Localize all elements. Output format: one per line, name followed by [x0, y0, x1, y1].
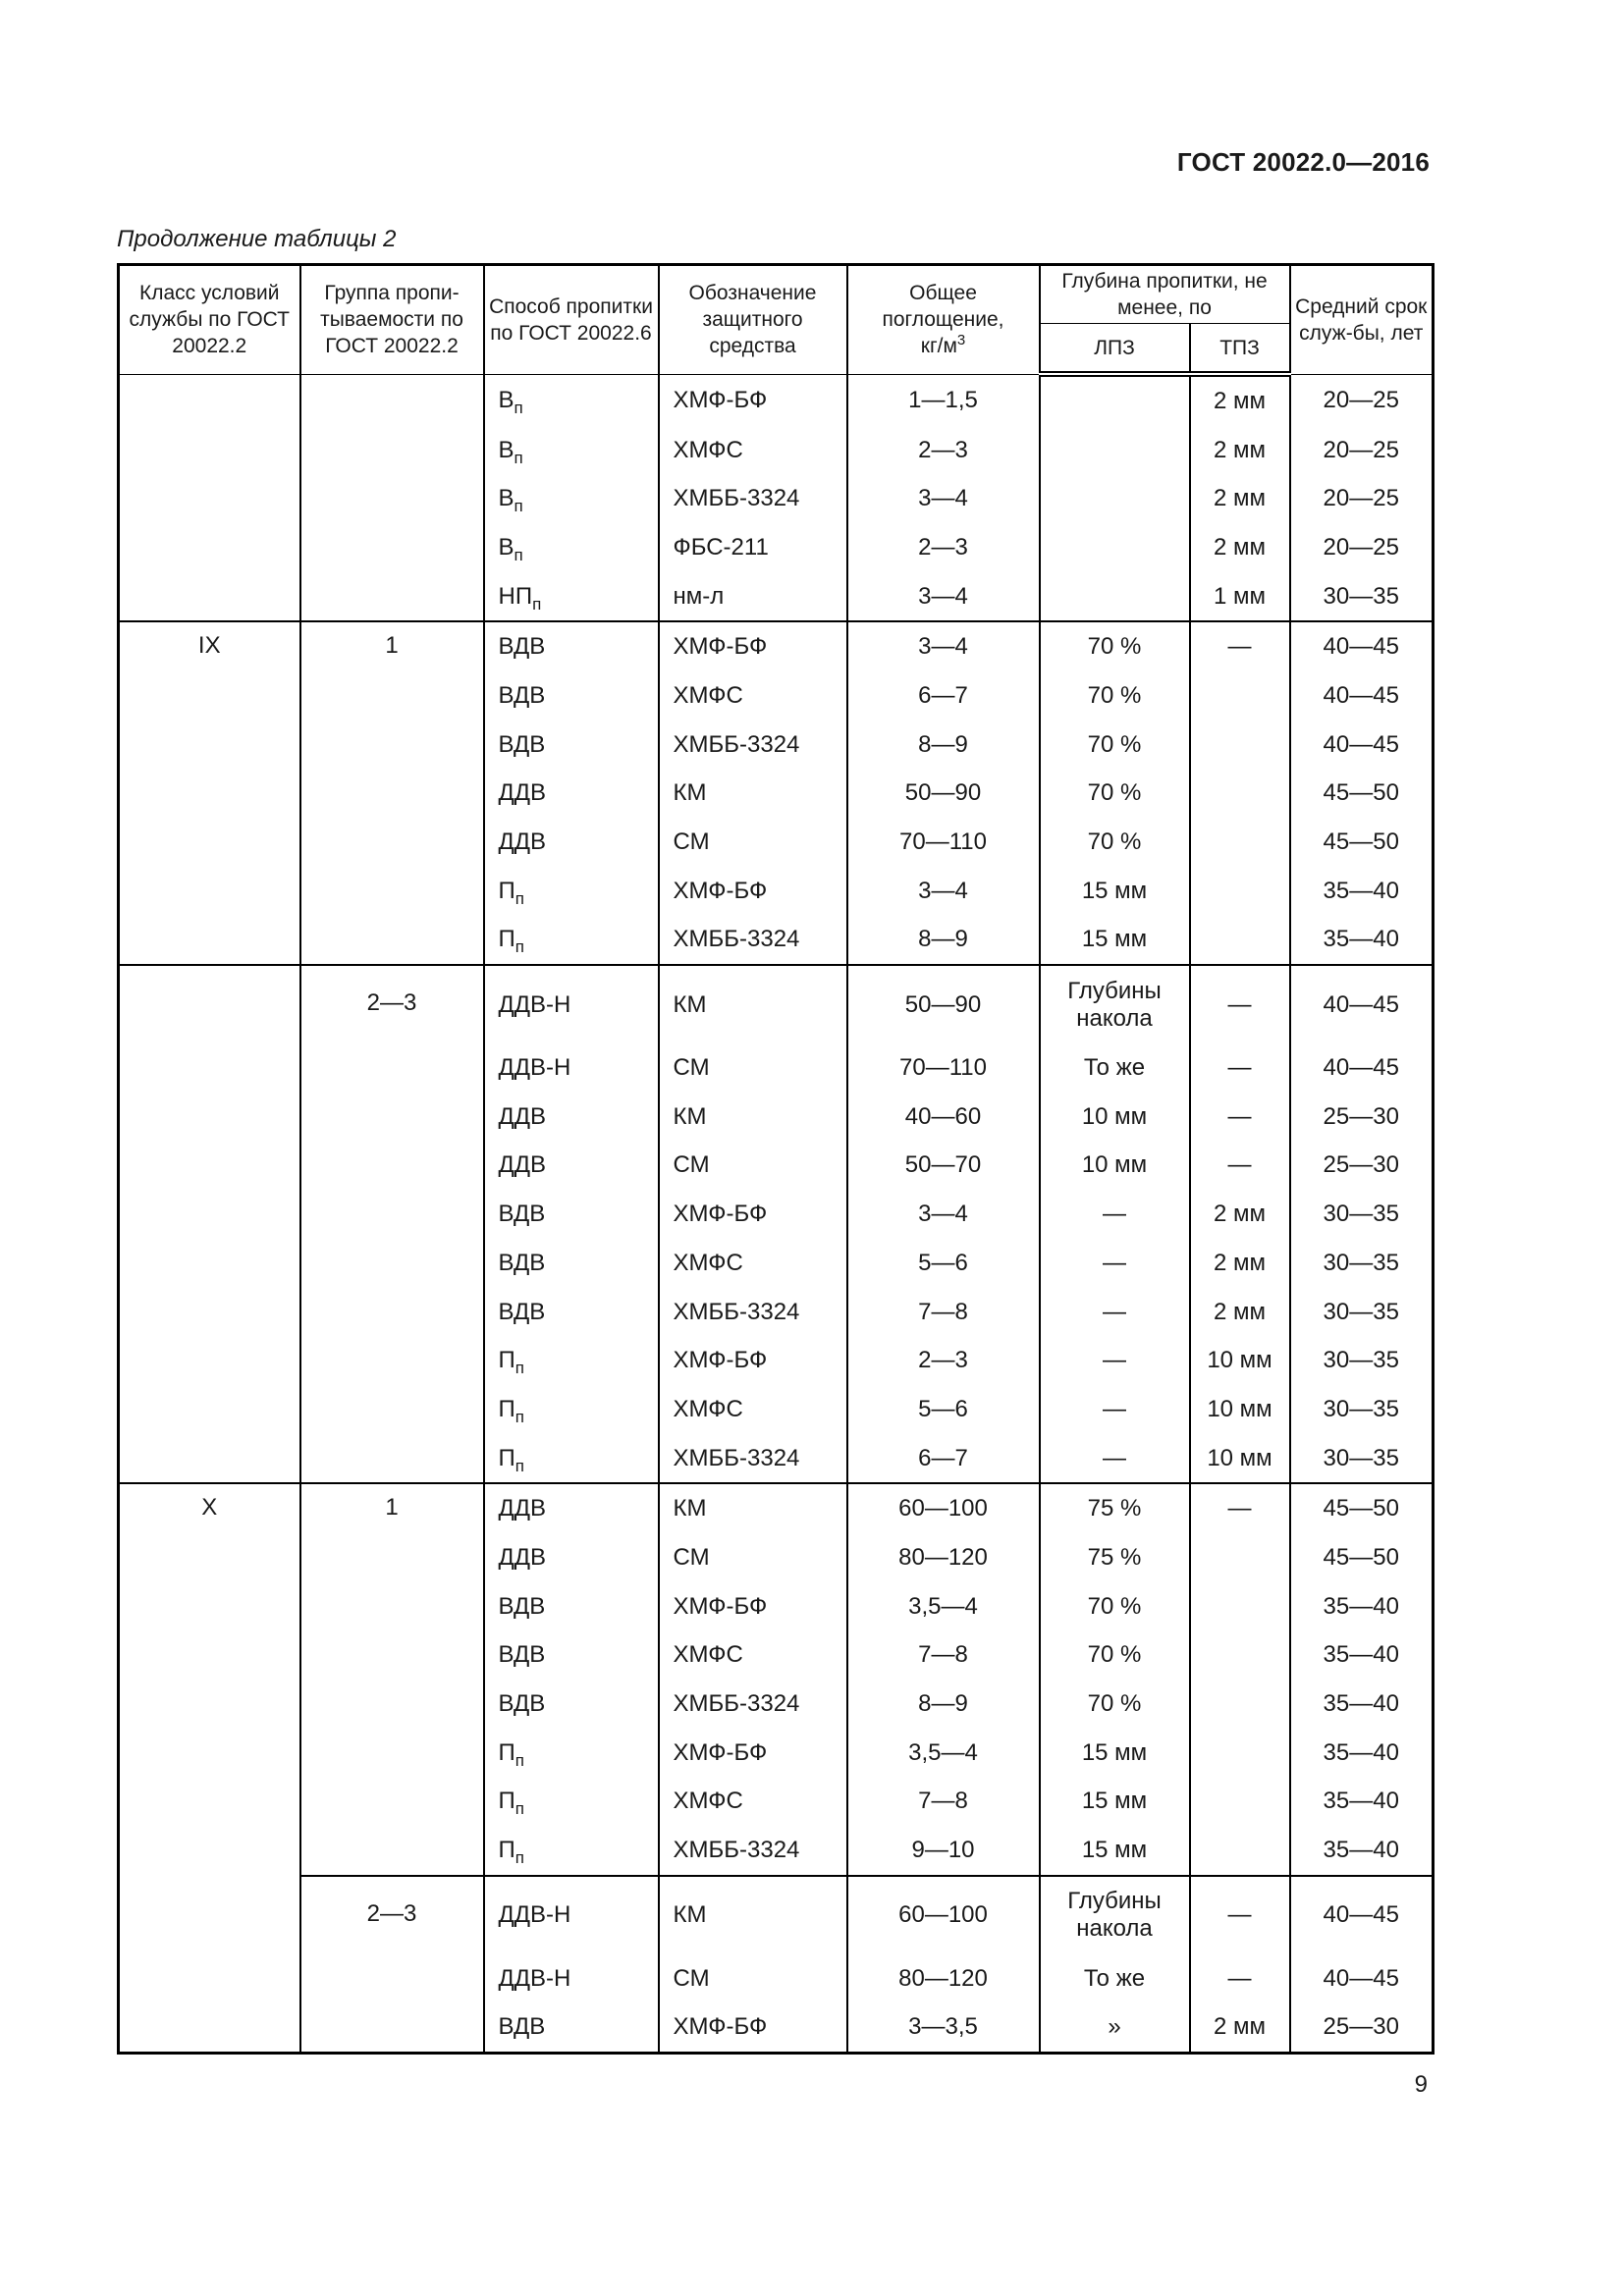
method-text: ДДВ — [498, 1151, 547, 1179]
service-class-cell — [119, 965, 300, 1483]
method-cell — [484, 426, 659, 475]
life-cell: 20—25 — [1290, 426, 1434, 475]
method-text: В — [498, 386, 514, 413]
agent-cell: ХМФС — [659, 1239, 847, 1288]
method-text: П — [498, 1738, 515, 1766]
lpz-cell: — — [1040, 1434, 1190, 1484]
agent-cell: КМ — [659, 770, 847, 819]
impregnability-group-cell: 1 — [300, 1483, 484, 1876]
absorption-cell: 2—3 — [847, 523, 1040, 572]
method-text: ВДВ — [498, 681, 546, 709]
lpz-cell — [1040, 374, 1190, 426]
absorption-cell: 6—7 — [847, 1434, 1040, 1484]
method-cell — [484, 374, 659, 426]
method-cell — [484, 1582, 659, 1631]
method-subscript: п — [514, 497, 523, 516]
service-class-cell: X — [119, 1483, 300, 2053]
method-cell — [484, 1385, 659, 1434]
lpz-cell: Глубины накола — [1040, 965, 1190, 1043]
agent-cell: ХМФ-БФ — [659, 374, 847, 426]
header-tpz: ТПЗ — [1190, 324, 1290, 375]
agent-cell: ХМББ-3324 — [659, 1826, 847, 1876]
method-text: В — [498, 436, 514, 463]
tpz-cell: — — [1190, 1876, 1290, 1954]
absorption-cell: 3,5—4 — [847, 1582, 1040, 1631]
method-text: П — [498, 877, 515, 904]
agent-cell: ХМФС — [659, 671, 847, 721]
header-absorption-main: Общее поглощение, — [882, 282, 1004, 332]
absorption-cell: 7—8 — [847, 1288, 1040, 1337]
method-cell — [484, 916, 659, 966]
agent-cell: ХМББ-3324 — [659, 1680, 847, 1729]
absorption-cell: 7—8 — [847, 1778, 1040, 1827]
life-cell: 35—40 — [1290, 1826, 1434, 1876]
method-text: ВДВ — [498, 1298, 546, 1325]
table-row — [119, 374, 1434, 426]
method-cell — [484, 1190, 659, 1239]
method-text: П — [498, 1395, 515, 1422]
impregnability-group-cell: 2—3 — [300, 1876, 484, 2054]
lpz-cell — [1040, 572, 1190, 622]
lpz-cell: 15 мм — [1040, 1729, 1190, 1778]
table-row — [119, 621, 1434, 671]
life-cell: 35—40 — [1290, 1680, 1434, 1729]
absorption-cell: 70—110 — [847, 818, 1040, 867]
method-cell — [484, 1826, 659, 1876]
life-cell: 35—40 — [1290, 1631, 1434, 1681]
lpz-cell — [1040, 426, 1190, 475]
absorption-cell: 2—3 — [847, 426, 1040, 475]
method-text: ДДВ-Н — [498, 1964, 571, 1992]
tpz-cell — [1190, 1729, 1290, 1778]
header-method: Способ пропитки по ГОСТ 20022.6 — [484, 265, 659, 375]
method-text: ВДВ — [498, 1201, 546, 1228]
service-class-cell — [119, 374, 300, 621]
method-text: ВДВ — [498, 1641, 546, 1669]
method-text: В — [498, 485, 514, 512]
lpz-cell — [1040, 474, 1190, 523]
agent-cell: ХМББ-3324 — [659, 721, 847, 770]
tpz-cell: 2 мм — [1190, 1288, 1290, 1337]
absorption-cell: 6—7 — [847, 671, 1040, 721]
agent-cell: ХМФ-БФ — [659, 1336, 847, 1385]
agent-cell: ХМФС — [659, 426, 847, 475]
tpz-cell — [1190, 1582, 1290, 1631]
tpz-cell: — — [1190, 1954, 1290, 2003]
header-depth: Глубина пропитки, не менее, по — [1040, 265, 1290, 324]
method-subscript: п — [514, 448, 523, 467]
tpz-cell — [1190, 916, 1290, 966]
life-cell: 30—35 — [1290, 1190, 1434, 1239]
tpz-cell: — — [1190, 1043, 1290, 1093]
tpz-cell — [1190, 1533, 1290, 1582]
lpz-cell: — — [1040, 1336, 1190, 1385]
agent-cell: СМ — [659, 1043, 847, 1093]
header-absorption — [847, 265, 1040, 375]
agent-cell: ХМФС — [659, 1385, 847, 1434]
life-cell: 25—30 — [1290, 1142, 1434, 1191]
method-text: В — [498, 533, 514, 561]
method-cell — [484, 1142, 659, 1191]
header-lpz: ЛПЗ — [1040, 324, 1190, 375]
life-cell: 35—40 — [1290, 1778, 1434, 1827]
tpz-cell — [1190, 671, 1290, 721]
lpz-cell: 15 мм — [1040, 867, 1190, 916]
life-cell: 20—25 — [1290, 374, 1434, 426]
absorption-cell: 40—60 — [847, 1093, 1040, 1142]
method-cell — [484, 1093, 659, 1142]
lpz-cell: 70 % — [1040, 1582, 1190, 1631]
table-caption: Продолжение таблицы 2 — [117, 226, 397, 252]
tpz-cell: 2 мм — [1190, 426, 1290, 475]
method-cell — [484, 1336, 659, 1385]
absorption-cell: 1—1,5 — [847, 374, 1040, 426]
impregnation-table — [117, 263, 1435, 2055]
agent-cell: ХМФ-БФ — [659, 1190, 847, 1239]
life-cell: 40—45 — [1290, 621, 1434, 671]
tpz-cell: 2 мм — [1190, 2003, 1290, 2054]
tpz-cell: 2 мм — [1190, 1239, 1290, 1288]
agent-cell: СМ — [659, 1142, 847, 1191]
lpz-cell: Глубины накола — [1040, 1876, 1190, 1954]
method-text: ДДВ — [498, 828, 547, 856]
lpz-cell: — — [1040, 1288, 1190, 1337]
method-text: ВДВ — [498, 1690, 546, 1718]
method-cell — [484, 1680, 659, 1729]
absorption-cell: 8—9 — [847, 1680, 1040, 1729]
method-cell — [484, 1239, 659, 1288]
method-cell — [484, 867, 659, 916]
agent-cell: СМ — [659, 1533, 847, 1582]
header-absorption-unit: кг/м — [920, 335, 957, 358]
method-subscript: п — [514, 937, 524, 957]
life-cell: 30—35 — [1290, 1288, 1434, 1337]
method-subscript: п — [514, 888, 524, 908]
method-subscript: п — [514, 1456, 524, 1475]
method-text: ВДВ — [498, 633, 546, 661]
header-impregnability-group: Группа пропи-тываемости по ГОСТ 20022.2 — [300, 265, 484, 375]
impregnability-group-cell — [300, 374, 484, 621]
tpz-cell — [1190, 1631, 1290, 1681]
method-text: ДДВ — [498, 1102, 547, 1130]
agent-cell: КМ — [659, 1483, 847, 1533]
lpz-cell: — — [1040, 1385, 1190, 1434]
method-text: ДДВ-Н — [498, 990, 571, 1018]
service-class-cell: IX — [119, 621, 300, 965]
absorption-cell: 50—90 — [847, 770, 1040, 819]
method-text: П — [498, 1347, 515, 1374]
method-cell — [484, 621, 659, 671]
life-cell: 35—40 — [1290, 1729, 1434, 1778]
method-subscript: п — [514, 545, 523, 564]
method-text: П — [498, 1788, 515, 1815]
method-text: НП — [498, 582, 533, 610]
lpz-cell: » — [1040, 2003, 1190, 2054]
lpz-cell: 70 % — [1040, 770, 1190, 819]
method-cell — [484, 770, 659, 819]
header-agent: Обозначение защитного средства — [659, 265, 847, 375]
tpz-cell — [1190, 1826, 1290, 1876]
absorption-cell: 3—4 — [847, 572, 1040, 622]
page-number: 9 — [1414, 2071, 1428, 2098]
tpz-cell: — — [1190, 1483, 1290, 1533]
absorption-cell: 80—120 — [847, 1533, 1040, 1582]
method-text: ДДВ — [498, 779, 547, 807]
absorption-cell: 3—4 — [847, 867, 1040, 916]
tpz-cell — [1190, 1778, 1290, 1827]
absorption-cell: 3—4 — [847, 474, 1040, 523]
agent-cell: ХМББ-3324 — [659, 916, 847, 966]
agent-cell: ФБС-211 — [659, 523, 847, 572]
tpz-cell: 10 мм — [1190, 1336, 1290, 1385]
method-text: ДДВ-Н — [498, 1054, 571, 1082]
life-cell: 40—45 — [1290, 1876, 1434, 1954]
method-cell — [484, 1043, 659, 1093]
method-cell — [484, 1533, 659, 1582]
absorption-cell: 5—6 — [847, 1385, 1040, 1434]
lpz-cell: — — [1040, 1239, 1190, 1288]
agent-cell: СМ — [659, 818, 847, 867]
life-cell: 30—35 — [1290, 1385, 1434, 1434]
method-subscript: п — [514, 1750, 524, 1770]
method-cell — [484, 572, 659, 622]
agent-cell: ХМББ-3324 — [659, 474, 847, 523]
method-cell — [484, 1483, 659, 1533]
lpz-cell: 70 % — [1040, 721, 1190, 770]
lpz-cell: 70 % — [1040, 1631, 1190, 1681]
document-code: ГОСТ 20022.0—2016 — [1176, 147, 1430, 177]
lpz-cell: 70 % — [1040, 671, 1190, 721]
absorption-cell: 7—8 — [847, 1631, 1040, 1681]
tpz-cell: — — [1190, 621, 1290, 671]
life-cell: 30—35 — [1290, 1239, 1434, 1288]
life-cell: 25—30 — [1290, 2003, 1434, 2054]
absorption-cell: 80—120 — [847, 1954, 1040, 2003]
life-cell: 45—50 — [1290, 1533, 1434, 1582]
tpz-cell: — — [1190, 1093, 1290, 1142]
life-cell: 25—30 — [1290, 1093, 1434, 1142]
life-cell: 40—45 — [1290, 721, 1434, 770]
life-cell: 40—45 — [1290, 965, 1434, 1043]
method-text: ВДВ — [498, 1249, 546, 1276]
tpz-cell: — — [1190, 1142, 1290, 1191]
absorption-cell: 2—3 — [847, 1336, 1040, 1385]
method-text: ВДВ — [498, 730, 546, 758]
tpz-cell: 2 мм — [1190, 523, 1290, 572]
lpz-cell: 15 мм — [1040, 916, 1190, 966]
tpz-cell — [1190, 818, 1290, 867]
agent-cell: ХМББ-3324 — [659, 1288, 847, 1337]
absorption-cell: 8—9 — [847, 721, 1040, 770]
life-cell: 20—25 — [1290, 523, 1434, 572]
life-cell: 30—35 — [1290, 1336, 1434, 1385]
method-text: ВДВ — [498, 2013, 546, 2041]
lpz-cell: 70 % — [1040, 1680, 1190, 1729]
method-cell — [484, 721, 659, 770]
life-cell: 35—40 — [1290, 916, 1434, 966]
lpz-cell: 15 мм — [1040, 1826, 1190, 1876]
absorption-cell: 50—90 — [847, 965, 1040, 1043]
absorption-cell: 3—4 — [847, 1190, 1040, 1239]
tpz-cell: 10 мм — [1190, 1434, 1290, 1484]
agent-cell: ХМФС — [659, 1778, 847, 1827]
lpz-cell: 15 мм — [1040, 1778, 1190, 1827]
method-text: П — [498, 1444, 515, 1471]
tpz-cell: 10 мм — [1190, 1385, 1290, 1434]
method-subscript: п — [514, 1407, 524, 1426]
agent-cell: СМ — [659, 1954, 847, 2003]
header-absorption-unit-sup: 3 — [956, 332, 966, 349]
agent-cell: КМ — [659, 1876, 847, 1954]
agent-cell: ХМФС — [659, 1631, 847, 1681]
life-cell: 45—50 — [1290, 770, 1434, 819]
life-cell: 30—35 — [1290, 1434, 1434, 1484]
tpz-cell — [1190, 1680, 1290, 1729]
absorption-cell: 8—9 — [847, 916, 1040, 966]
tpz-cell — [1190, 721, 1290, 770]
lpz-cell — [1040, 523, 1190, 572]
method-text: ДДВ-Н — [498, 1901, 571, 1929]
absorption-cell: 3—4 — [847, 621, 1040, 671]
tpz-cell — [1190, 867, 1290, 916]
tpz-cell: 2 мм — [1190, 374, 1290, 426]
life-cell: 35—40 — [1290, 867, 1434, 916]
agent-cell: ХМББ-3324 — [659, 1434, 847, 1484]
header-service-life: Средний срок служ-бы, лет — [1290, 265, 1434, 375]
tpz-cell — [1190, 770, 1290, 819]
method-text: П — [498, 1837, 515, 1864]
agent-cell: ХМФ-БФ — [659, 2003, 847, 2054]
agent-cell: нм-л — [659, 572, 847, 622]
life-cell: 20—25 — [1290, 474, 1434, 523]
method-subscript: п — [514, 398, 523, 417]
absorption-cell: 50—70 — [847, 1142, 1040, 1191]
absorption-cell: 5—6 — [847, 1239, 1040, 1288]
impregnability-group-cell: 2—3 — [300, 965, 484, 1483]
life-cell: 40—45 — [1290, 1954, 1434, 2003]
tpz-cell: 2 мм — [1190, 1190, 1290, 1239]
method-cell — [484, 1631, 659, 1681]
header-service-class: Класс условий службы по ГОСТ 20022.2 — [119, 265, 300, 375]
absorption-cell: 60—100 — [847, 1876, 1040, 1954]
absorption-cell: 70—110 — [847, 1043, 1040, 1093]
method-cell — [484, 1288, 659, 1337]
lpz-cell: То же — [1040, 1954, 1190, 2003]
method-cell — [484, 1954, 659, 2003]
impregnability-group-cell: 1 — [300, 621, 484, 965]
method-subscript: п — [514, 1848, 524, 1868]
tpz-cell: 1 мм — [1190, 572, 1290, 622]
life-cell: 40—45 — [1290, 671, 1434, 721]
method-cell — [484, 1778, 659, 1827]
method-text: ДДВ — [498, 1543, 547, 1571]
lpz-cell: 70 % — [1040, 621, 1190, 671]
method-cell — [484, 671, 659, 721]
agent-cell: КМ — [659, 965, 847, 1043]
absorption-cell: 3—3,5 — [847, 2003, 1040, 2054]
method-cell — [484, 1876, 659, 1954]
method-cell — [484, 1434, 659, 1484]
method-subscript: п — [514, 1359, 524, 1378]
agent-cell: ХМФ-БФ — [659, 621, 847, 671]
table-row — [119, 965, 1434, 1043]
absorption-cell: 60—100 — [847, 1483, 1040, 1533]
tpz-cell: 2 мм — [1190, 474, 1290, 523]
absorption-cell: 9—10 — [847, 1826, 1040, 1876]
method-cell — [484, 2003, 659, 2054]
life-cell: 40—45 — [1290, 1043, 1434, 1093]
method-subscript: п — [532, 594, 542, 614]
method-text: ВДВ — [498, 1592, 546, 1620]
method-cell — [484, 965, 659, 1043]
method-cell — [484, 474, 659, 523]
method-cell — [484, 1729, 659, 1778]
agent-cell: КМ — [659, 1093, 847, 1142]
method-text: П — [498, 926, 515, 953]
table-body — [119, 374, 1434, 2054]
life-cell: 30—35 — [1290, 572, 1434, 622]
life-cell: 35—40 — [1290, 1582, 1434, 1631]
agent-cell: ХМФ-БФ — [659, 1582, 847, 1631]
tpz-cell: — — [1190, 965, 1290, 1043]
lpz-cell: 10 мм — [1040, 1142, 1190, 1191]
absorption-cell: 3,5—4 — [847, 1729, 1040, 1778]
table-row — [119, 1483, 1434, 1533]
method-text: ДДВ — [498, 1495, 547, 1522]
agent-cell: ХМФ-БФ — [659, 867, 847, 916]
lpz-cell: 75 % — [1040, 1533, 1190, 1582]
lpz-cell: 70 % — [1040, 818, 1190, 867]
method-cell — [484, 818, 659, 867]
method-subscript: п — [514, 1799, 524, 1819]
lpz-cell: 10 мм — [1040, 1093, 1190, 1142]
life-cell: 45—50 — [1290, 818, 1434, 867]
lpz-cell: — — [1040, 1190, 1190, 1239]
agent-cell: ХМФ-БФ — [659, 1729, 847, 1778]
lpz-cell: 75 % — [1040, 1483, 1190, 1533]
table-row — [119, 1876, 1434, 1954]
lpz-cell: То же — [1040, 1043, 1190, 1093]
method-cell — [484, 523, 659, 572]
life-cell: 45—50 — [1290, 1483, 1434, 1533]
